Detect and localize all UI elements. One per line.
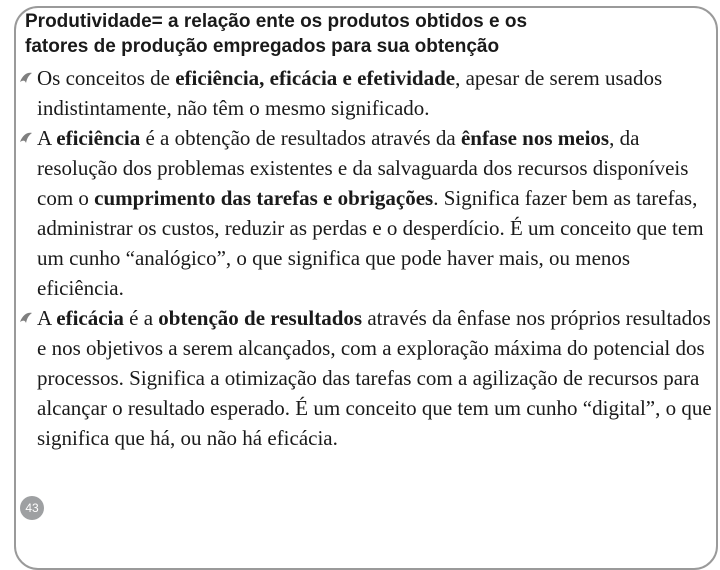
text-segment-bold: eficiência — [56, 126, 141, 150]
slide-header — [25, 9, 715, 59]
text-segment: . Significa fazer bem as tarefas, administrar os custos, reduzir as perdas e o desperdício. É um conceito que tem um cunho “analógico”, o que significa que pode haver mais, ou menos eficiência. — [37, 186, 704, 300]
bullet-text — [37, 303, 720, 453]
text-segment-bold: ênfase nos meios — [460, 126, 610, 150]
page-number-badge: 43 — [20, 496, 44, 520]
bullet-item — [18, 303, 720, 453]
bullet-item — [18, 123, 720, 303]
text-segment-bold: obtenção de resultados — [158, 306, 363, 330]
text-segment: é a obtenção de resultados através da — [140, 126, 461, 150]
text-segment: Os conceitos de — [37, 66, 176, 90]
header-line-2: fatores de produção empregados para sua obtenção — [25, 36, 500, 57]
bullet-text — [37, 63, 720, 123]
header-line-1: Produtividade= a relação ente os produtos obtidos e os — [25, 11, 528, 32]
text-segment: através da ênfase nos próprios resultados e nos objetivos a serem alcançados, com a exploração máxima do potencial dos processos. Significa a otimização das tarefas com a agilização de recursos para alcançar o resultado esperado. É um conceito que tem um cunho “digital”, o que significa que há, ou não há eficácia. — [37, 306, 712, 450]
bullet-icon — [19, 131, 33, 145]
bullet-list — [18, 63, 720, 453]
text-segment: , da resolução dos problemas existentes e da salvaguarda dos recursos disponíveis com o — [37, 126, 689, 210]
text-segment: A — [37, 306, 57, 330]
text-segment-bold: eficiência, eficácia e efetividade — [175, 66, 456, 90]
text-segment-bold: eficácia — [56, 306, 124, 330]
bullet-icon — [19, 71, 33, 85]
text-segment: A — [37, 126, 57, 150]
bullet-icon — [19, 311, 33, 325]
text-segment: , apesar de serem usados indistintamente, não têm o mesmo significado. — [37, 66, 663, 120]
bullet-item — [18, 63, 720, 123]
bullet-text — [37, 123, 720, 303]
text-segment: é a — [123, 306, 159, 330]
text-segment-bold: cumprimento das tarefas e obrigações — [94, 186, 434, 210]
